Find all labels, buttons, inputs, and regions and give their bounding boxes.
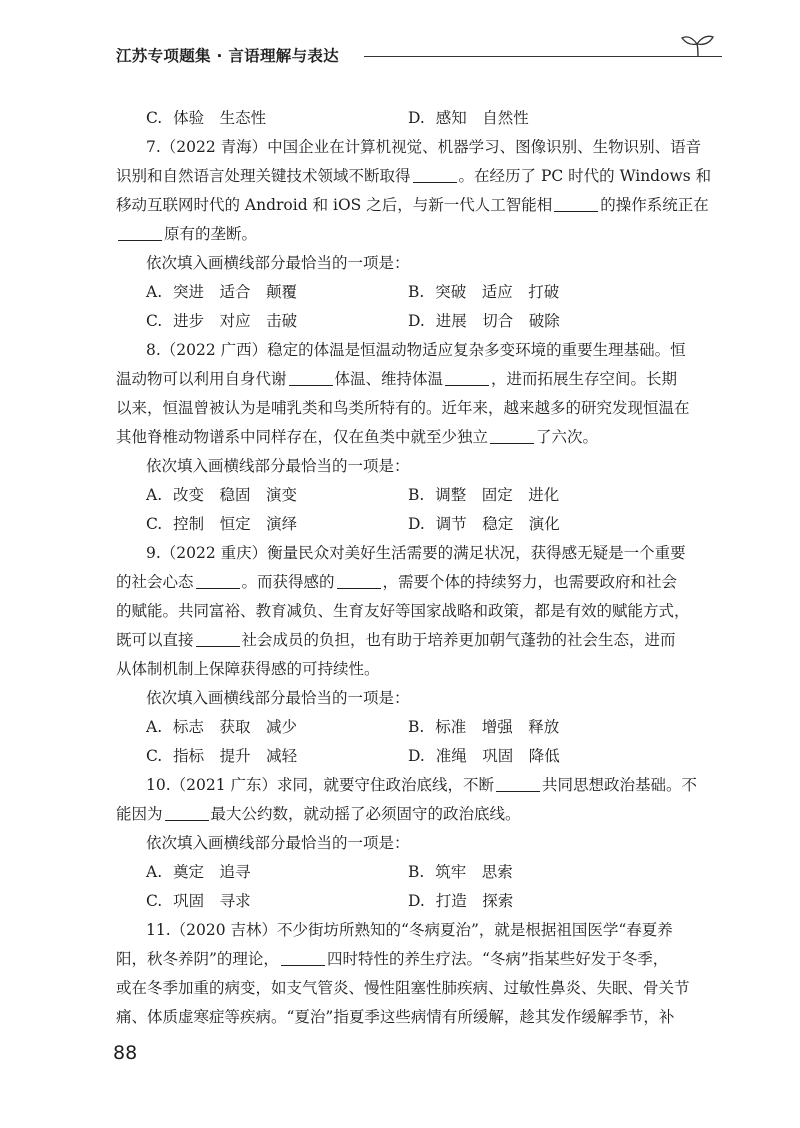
sprout-icon (680, 32, 716, 58)
q9-options-row-2 (116, 742, 710, 771)
fill-blank (196, 570, 240, 589)
q8-prompt: 依次填入画横线部分最恰当的一项是： (146, 457, 410, 475)
fill-blank (554, 193, 598, 212)
q8-option-d: D. 调节 稳定 演化 (408, 515, 560, 533)
q7-line-1: 7.（2022 青海）中国企业在计算机视觉、机器学习、图像识别、生物识别、语音 (146, 138, 702, 156)
fill-blank (445, 367, 489, 386)
q10-prompt: 依次填入画横线部分最恰当的一项是： (146, 834, 410, 852)
header-rule (364, 56, 722, 57)
q8-line-2: 温动物可以利用自身代谢 体温、维持体温 ，进而拓展生存空间。长期 (116, 365, 710, 394)
q9-option-c: C. 指标 提升 减轻 (146, 747, 298, 765)
q10-options-row-1 (116, 858, 710, 887)
q9-line-2: 的社会心态 。而获得感的 ，需要个体的持续努力，也需要政府和社会 (116, 568, 710, 597)
fill-blank (281, 947, 325, 966)
fill-blank (196, 628, 240, 647)
q8-options-row-1 (116, 481, 710, 510)
q8-options-row-2 (116, 510, 710, 539)
running-header (116, 38, 726, 68)
q8-line-3: 以来，恒温曾被认为是哺乳类和鸟类所特有的。近年来，越来越多的研究发现恒温在 (116, 399, 690, 417)
q9-line-5: 从体制机制上保障获得感的可持续性。 (116, 660, 380, 678)
fill-blank (289, 367, 333, 386)
q8-option-a: A. 改变 稳固 演变 (146, 486, 298, 504)
q8-option-c: C. 控制 恒定 演绎 (146, 515, 298, 533)
header-title: 江苏专项题集 · 言语理解与表达 (116, 47, 339, 65)
q7-option-b: B. 突破 适应 打破 (408, 283, 560, 301)
q10-options-row-2 (116, 887, 710, 916)
q11-line-1: 11.（2020 吉林）不少街坊所熟知的“冬病夏治”，就是根据祖国医学“春夏养 (146, 921, 673, 939)
page-number: 88 (113, 1042, 138, 1064)
q9-options-row-1 (116, 713, 710, 742)
q9-line-1: 9.（2022 重庆）衡量民众对美好生活需要的满足状况，获得感无疑是一个重要 (146, 544, 686, 562)
q10-option-a: A. 奠定 追寻 (146, 863, 251, 881)
q8-option-b: B. 调整 固定 进化 (408, 486, 560, 504)
q9-option-d: D. 准绳 巩固 降低 (408, 747, 560, 765)
q9-line-3: 的赋能。共同富裕、教育减负、生育友好等国家战略和政策，都是有效的赋能方式， (116, 602, 690, 620)
q7-options-row-2 (116, 307, 710, 336)
q9-option-b: B. 标准 增强 释放 (408, 718, 560, 736)
q6-option-c: C. 体验 生态性 (146, 109, 267, 127)
q10-option-d: D. 打造 探索 (408, 892, 514, 910)
q7-option-c: C. 进步 对应 击破 (146, 312, 298, 330)
q11-line-4: 痛、体质虚寒症等疾病。“夏治”指夏季这些病情有所缓解，趁其发作缓解季节，补 (116, 1008, 675, 1026)
q7-line-3: 移动互联网时代的 Android 和 iOS 之后，与新一代人工智能相 的操作系统正在 (116, 191, 710, 220)
q7-prompt: 依次填入画横线部分最恰当的一项是： (146, 254, 410, 272)
q9-line-4: 既可以直接 社会成员的负担，也有助于培养更加朝气蓬勃的社会生态，进而 (116, 626, 710, 655)
page-body (116, 104, 710, 1032)
fill-blank (118, 222, 162, 241)
fill-blank (413, 164, 457, 183)
q11-line-3: 或在冬季加重的病变，如支气管炎、慢性阻塞性肺疾病、过敏性鼻炎、失眠、骨关节 (116, 979, 690, 997)
q8-line-1: 8.（2022 广西）稳定的体温是恒温动物适应复杂多变环境的重要生理基础。恒 (146, 341, 686, 359)
q6-options (116, 104, 710, 133)
q10-option-c: C. 巩固 寻求 (146, 892, 251, 910)
q8-line-4: 其他脊椎动物谱系中同样存在，仅在鱼类中就至少独立 了六次。 (116, 423, 710, 452)
q7-option-d: D. 进展 切合 破除 (408, 312, 560, 330)
q10-option-b: B. 筑牢 思索 (408, 863, 513, 881)
q11-line-2: 阳，秋冬养阴”的理论， 四时特性的养生疗法。“冬病”指某些好发于冬季， (116, 945, 710, 974)
fill-blank (165, 802, 209, 821)
fill-blank (496, 773, 540, 792)
q10-line-1: 10.（2021 广东）求同，就要守住政治底线，不断 共同思想政治基础。不 (116, 771, 710, 800)
q9-prompt: 依次填入画横线部分最恰当的一项是： (146, 689, 410, 707)
q7-option-a: A. 突进 适合 颠覆 (146, 283, 298, 301)
fill-blank (490, 425, 534, 444)
q7-line-2: 识别和自然语言处理关键技术领域不断取得 。在经历了 PC 时代的 Windows 和 (116, 162, 710, 191)
q9-option-a: A. 标志 获取 减少 (146, 718, 298, 736)
q10-line-2: 能因为 最大公约数，就动摇了必须固守的政治底线。 (116, 800, 710, 829)
q6-option-d: D. 感知 自然性 (408, 109, 529, 127)
q7-line-4: 原有的垄断。 (116, 220, 710, 249)
q7-options-row-1 (116, 278, 710, 307)
fill-blank (337, 570, 381, 589)
